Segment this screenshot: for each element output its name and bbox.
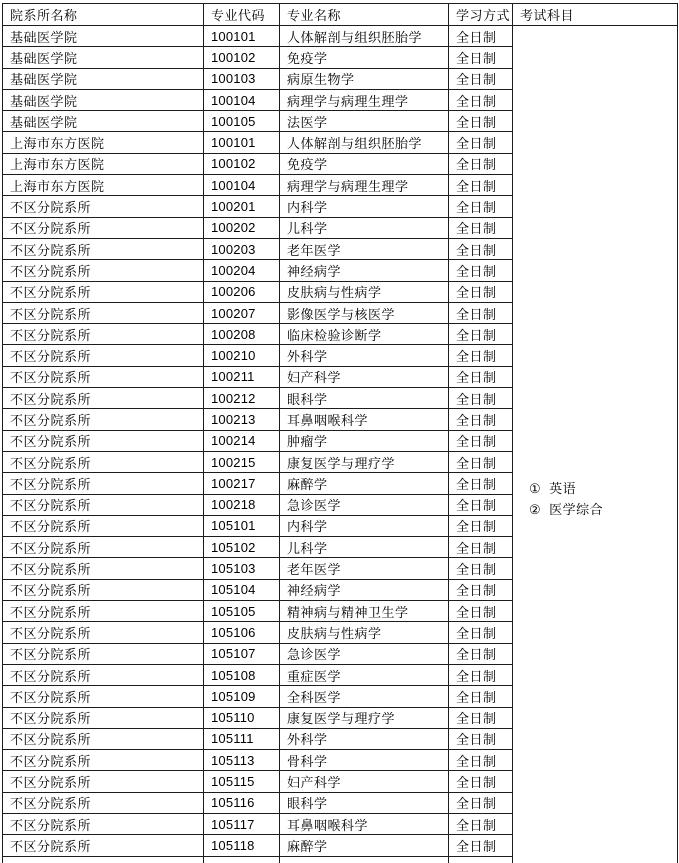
major-name-cell: 康复医学与理疗学 [280,451,449,472]
exam-subjects-list [529,478,603,521]
major-name-cell: 病理学与病理生理学 [280,89,449,110]
major-code-cell: 100212 [204,388,280,409]
major-code-cell: 100105 [204,111,280,132]
study-mode-cell: 全日制 [449,409,513,430]
major-name-cell: 康复医学与理疗学 [280,707,449,728]
major-name-cell: 精神病与精神卫生学 [280,601,449,622]
study-mode-cell: 全日制 [449,579,513,600]
department-cell: 上海市东方医院 [3,175,204,196]
study-mode-cell: 全日制 [449,771,513,792]
major-code-cell: 100204 [204,260,280,281]
department-cell: 不区分院系所 [3,494,204,515]
department-cell: 不区分院系所 [3,366,204,387]
study-mode-cell: 全日制 [449,153,513,174]
study-mode-cell: 全日制 [449,835,513,856]
study-mode-cell: 全日制 [449,196,513,217]
major-name-cell: 免疫学 [280,153,449,174]
major-name-cell: 妇产科学 [280,771,449,792]
major-name-cell: 骨科学 [280,750,449,771]
major-code-cell: 100207 [204,302,280,323]
department-cell: 不区分院系所 [3,409,204,430]
major-code-cell: 100214 [204,430,280,451]
study-mode-cell: 全日制 [449,68,513,89]
major-name-cell: 老年医学 [280,558,449,579]
major-code-cell: 100201 [204,196,280,217]
col-header-major-name: 专业名称 [280,4,449,26]
department-cell: 不区分院系所 [3,238,204,259]
department-cell: 不区分院系所 [3,835,204,856]
department-cell: 上海市东方医院 [3,132,204,153]
study-mode-cell: 全日制 [449,515,513,536]
major-name-cell: 外科学 [280,728,449,749]
study-mode-cell: 全日制 [449,813,513,834]
major-code-cell: 105103 [204,558,280,579]
department-cell: 不区分院系所 [3,707,204,728]
major-code-cell: 100218 [204,494,280,515]
department-cell: 不区分院系所 [3,217,204,238]
admissions-table [2,3,678,863]
study-mode-cell: 全日制 [449,643,513,664]
major-name-cell: 法医学 [280,111,449,132]
major-code-cell: 105106 [204,622,280,643]
major-name-cell: 麻醉学 [280,473,449,494]
major-name-cell: 外科学 [280,345,449,366]
empty-cell [280,856,449,863]
study-mode-cell: 全日制 [449,664,513,685]
major-name-cell: 神经病学 [280,579,449,600]
major-code-cell: 105113 [204,750,280,771]
major-code-cell: 100217 [204,473,280,494]
major-code-cell: 105108 [204,664,280,685]
study-mode-cell: 全日制 [449,238,513,259]
study-mode-cell: 全日制 [449,707,513,728]
exam-subject-item [529,478,603,499]
study-mode-cell: 全日制 [449,792,513,813]
department-cell: 不区分院系所 [3,771,204,792]
department-cell: 不区分院系所 [3,813,204,834]
major-name-cell: 神经病学 [280,260,449,281]
major-code-cell: 105117 [204,813,280,834]
study-mode-cell: 全日制 [449,388,513,409]
major-name-cell: 耳鼻咽喉科学 [280,813,449,834]
major-name-cell: 病理学与病理生理学 [280,175,449,196]
department-cell: 基础医学院 [3,47,204,68]
major-code-cell: 105101 [204,515,280,536]
department-cell: 不区分院系所 [3,473,204,494]
major-name-cell: 老年医学 [280,238,449,259]
major-name-cell: 妇产科学 [280,366,449,387]
major-name-cell: 重症医学 [280,664,449,685]
table-row [3,26,678,47]
major-code-cell: 100104 [204,89,280,110]
major-name-cell: 儿科学 [280,217,449,238]
department-cell: 不区分院系所 [3,430,204,451]
major-code-cell: 100101 [204,26,280,47]
major-name-cell: 临床检验诊断学 [280,324,449,345]
empty-cell [204,856,280,863]
major-code-cell: 105115 [204,771,280,792]
major-code-cell: 100202 [204,217,280,238]
department-cell: 基础医学院 [3,111,204,132]
major-code-cell: 100104 [204,175,280,196]
major-code-cell: 100211 [204,366,280,387]
major-name-cell: 肿瘤学 [280,430,449,451]
department-cell: 基础医学院 [3,68,204,89]
major-code-cell: 105102 [204,537,280,558]
col-header-study-mode: 学习方式 [449,4,513,26]
exam-subjects-cell [513,26,678,863]
department-cell: 不区分院系所 [3,579,204,600]
major-code-cell: 100210 [204,345,280,366]
department-cell: 不区分院系所 [3,686,204,707]
major-name-cell: 眼科学 [280,792,449,813]
department-cell: 不区分院系所 [3,537,204,558]
major-name-cell: 内科学 [280,196,449,217]
study-mode-cell: 全日制 [449,558,513,579]
department-cell: 不区分院系所 [3,451,204,472]
study-mode-cell: 全日制 [449,750,513,771]
department-cell: 不区分院系所 [3,302,204,323]
major-code-cell: 100102 [204,153,280,174]
department-cell: 不区分院系所 [3,601,204,622]
major-code-cell: 105104 [204,579,280,600]
major-code-cell: 105111 [204,728,280,749]
major-name-cell: 全科医学 [280,686,449,707]
enumeration-marker: ① [529,481,542,496]
major-code-cell: 100101 [204,132,280,153]
study-mode-cell: 全日制 [449,366,513,387]
major-name-cell: 病原生物学 [280,68,449,89]
major-code-cell: 100103 [204,68,280,89]
study-mode-cell: 全日制 [449,175,513,196]
study-mode-cell: 全日制 [449,132,513,153]
major-name-cell: 人体解剖与组织胚胎学 [280,26,449,47]
header-row [3,4,678,26]
major-name-cell: 影像医学与核医学 [280,302,449,323]
study-mode-cell: 全日制 [449,451,513,472]
department-cell: 不区分院系所 [3,515,204,536]
department-cell: 不区分院系所 [3,345,204,366]
major-name-cell: 眼科学 [280,388,449,409]
department-cell: 不区分院系所 [3,196,204,217]
department-cell: 上海市东方医院 [3,153,204,174]
major-code-cell: 100102 [204,47,280,68]
department-cell: 不区分院系所 [3,324,204,345]
study-mode-cell: 全日制 [449,324,513,345]
study-mode-cell: 全日制 [449,728,513,749]
col-header-department: 院系所名称 [3,4,204,26]
study-mode-cell: 全日制 [449,494,513,515]
major-code-cell: 100215 [204,451,280,472]
enumeration-marker: ② [529,502,542,518]
table-body [3,26,678,863]
major-code-cell: 105105 [204,601,280,622]
department-cell: 不区分院系所 [3,388,204,409]
department-cell: 不区分院系所 [3,558,204,579]
major-code-cell: 100206 [204,281,280,302]
major-name-cell: 急诊医学 [280,494,449,515]
major-name-cell: 免疫学 [280,47,449,68]
study-mode-cell: 全日制 [449,622,513,643]
exam-subject-label: 英语 [549,481,577,496]
major-name-cell: 急诊医学 [280,643,449,664]
exam-subject-label: 医学综合 [549,502,604,518]
col-header-major-code: 专业代码 [204,4,280,26]
empty-cell [3,856,204,863]
major-code-cell: 100203 [204,238,280,259]
department-cell: 基础医学院 [3,89,204,110]
study-mode-cell: 全日制 [449,281,513,302]
department-cell: 不区分院系所 [3,643,204,664]
major-code-cell: 105110 [204,707,280,728]
major-name-cell: 内科学 [280,515,449,536]
major-code-cell: 100213 [204,409,280,430]
department-cell: 不区分院系所 [3,281,204,302]
study-mode-cell: 全日制 [449,302,513,323]
department-cell: 不区分院系所 [3,750,204,771]
study-mode-cell: 全日制 [449,260,513,281]
study-mode-cell: 全日制 [449,111,513,132]
study-mode-cell: 全日制 [449,686,513,707]
major-name-cell: 耳鼻咽喉科学 [280,409,449,430]
major-name-cell: 儿科学 [280,537,449,558]
department-cell: 不区分院系所 [3,664,204,685]
major-code-cell: 105107 [204,643,280,664]
department-cell: 基础医学院 [3,26,204,47]
study-mode-cell: 全日制 [449,217,513,238]
major-code-cell: 100208 [204,324,280,345]
major-code-cell: 105116 [204,792,280,813]
study-mode-cell: 全日制 [449,537,513,558]
department-cell: 不区分院系所 [3,728,204,749]
department-cell: 不区分院系所 [3,622,204,643]
study-mode-cell: 全日制 [449,345,513,366]
col-header-exam-subjects: 考试科目 [513,4,678,26]
major-code-cell: 105118 [204,835,280,856]
empty-cell [449,856,513,863]
study-mode-cell: 全日制 [449,473,513,494]
department-cell: 不区分院系所 [3,792,204,813]
major-name-cell: 皮肤病与性病学 [280,622,449,643]
study-mode-cell: 全日制 [449,26,513,47]
study-mode-cell: 全日制 [449,47,513,68]
major-name-cell: 麻醉学 [280,835,449,856]
major-name-cell: 皮肤病与性病学 [280,281,449,302]
exam-subject-item [529,499,603,520]
department-cell: 不区分院系所 [3,260,204,281]
study-mode-cell: 全日制 [449,430,513,451]
major-name-cell: 人体解剖与组织胚胎学 [280,132,449,153]
major-code-cell: 105109 [204,686,280,707]
study-mode-cell: 全日制 [449,89,513,110]
study-mode-cell: 全日制 [449,601,513,622]
